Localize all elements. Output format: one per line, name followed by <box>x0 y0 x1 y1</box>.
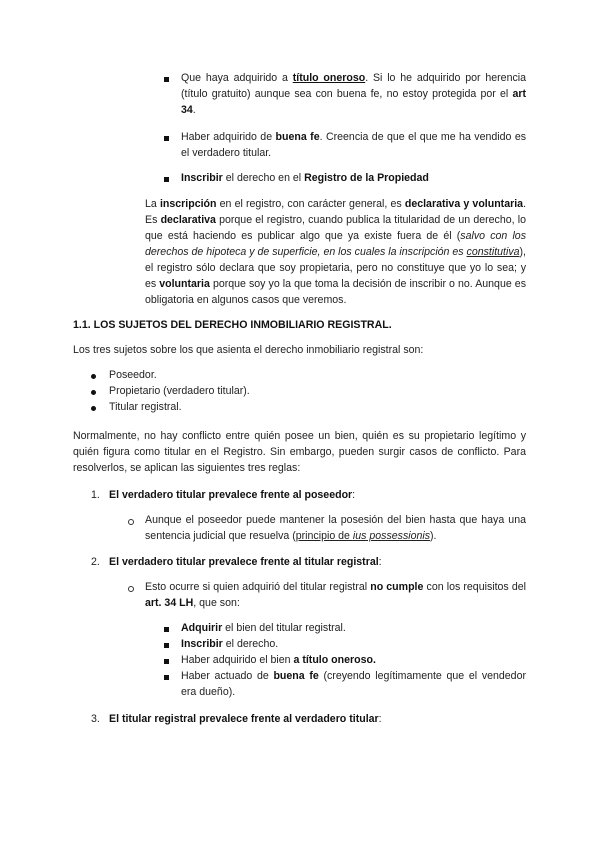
list-item: Haber adquirido de buena fe. Creencia de que el que me ha vendido es el verdadero titular. <box>181 131 527 159</box>
list-item: Titular registral. <box>109 401 182 413</box>
section-heading: 1.1. LOS SUJETOS DEL DERECHO INMOBILIARIO REGISTRAL. <box>73 319 392 331</box>
rule-title: El verdadero titular prevalece frente al poseedor: <box>109 489 356 501</box>
bullet-square-icon <box>164 136 169 141</box>
bullet-square-icon <box>164 177 169 182</box>
list-number: 3. <box>91 713 100 725</box>
list-item: Poseedor. <box>109 369 157 381</box>
bullet-square-icon <box>164 627 169 632</box>
bullet-square-icon <box>164 643 169 648</box>
list-number: 2. <box>91 556 100 568</box>
bullet-circle-icon <box>128 586 134 592</box>
bullet-circle-icon <box>128 519 134 525</box>
paragraph-inscripcion: La inscripción en el registro, con carácter general, es declarativa y voluntaria. Es declarativa porque el registro, cuando publica la titularidad de un derecho, lo que está haciendo es publicar algo que ya existe fuera de él (salvo con los derechos de hipoteca y de superficie, en los cuales la inscripción es constitutiva), el registro sólo declara que soy propietaria, pero no constituye que yo lo sea; y es voluntaria porque soy yo la que toma la decisión de inscribir o no. Aunque es obligatoria en algunos casos que veremos. <box>145 198 527 306</box>
list-item: Esto ocurre si quien adquirió del titular registral no cumple con los requisitos del art. 34 LH, que son: <box>145 581 526 609</box>
bullet-square-icon <box>164 675 169 680</box>
list-number: 1. <box>91 489 100 501</box>
list-item: Inscribir el derecho en el Registro de la Propiedad <box>181 172 429 184</box>
rule-title: El titular registral prevalece frente al verdadero titular: <box>109 713 382 725</box>
list-item: Adquirir el bien del titular registral. <box>181 622 346 634</box>
list-item: Inscribir el derecho. <box>181 638 279 650</box>
bullet-square-icon <box>164 659 169 664</box>
list-item: Que haya adquirido a título oneroso. Si lo he adquirido por herencia (título gratuito) aunque sea con buena fe, no estoy protegida por el art 34. <box>181 72 527 116</box>
paragraph-conflicts: Normalmente, no hay conflicto entre quién posee un bien, quién es su propietario legítimo y quién figura como titular en el Registro. Sin embargo, pueden surgir casos de conflicto. Para resolverlos, se aplican las siguientes tres reglas: <box>73 430 526 474</box>
bullet-dot-icon <box>91 374 96 379</box>
bullet-square-icon <box>164 77 169 82</box>
list-item: Haber actuado de buena fe (creyendo legítimamente que el vendedor era dueño). <box>181 670 526 698</box>
bullet-dot-icon <box>91 406 96 411</box>
list-item: Aunque el poseedor puede mantener la posesión del bien hasta que haya una sentencia judicial que resuelva (principio de ius possessionis). <box>145 514 526 542</box>
list-item: Haber adquirido el bien a título oneroso. <box>181 654 376 666</box>
list-item: Propietario (verdadero titular). <box>109 385 250 397</box>
bullet-dot-icon <box>91 390 96 395</box>
intro-text: Los tres sujetos sobre los que asienta el derecho inmobiliario registral son: <box>73 344 424 356</box>
rule-title: El verdadero titular prevalece frente al titular registral: <box>109 556 382 568</box>
